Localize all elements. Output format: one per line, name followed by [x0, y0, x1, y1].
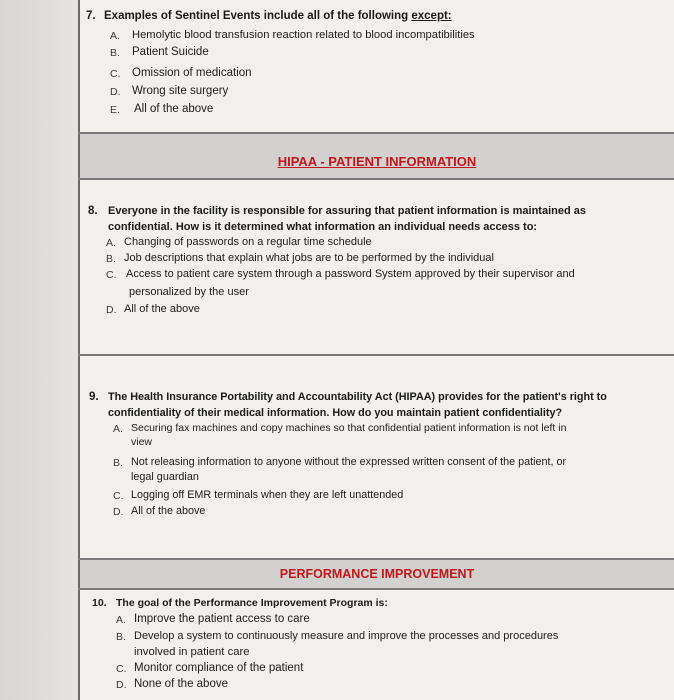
question-text-emphasis: except:	[411, 10, 452, 22]
option-text-continued: legal guardian	[131, 471, 199, 483]
question-text	[104, 10, 452, 24]
section-header-hipaa	[78, 134, 674, 178]
question-number: 9.	[89, 391, 99, 403]
question-text-main: Examples of Sentinel Events include all of the following	[104, 10, 412, 22]
option-letter: D.	[106, 304, 117, 316]
option-letter: A.	[116, 614, 126, 626]
question-text-line-1: The goal of the Performance Improvement Program is:	[116, 597, 388, 609]
option-text: Develop a system to continuously measure and improve the processes and procedures	[134, 630, 559, 642]
option-letter: C.	[113, 490, 124, 502]
section-header-performance	[78, 560, 674, 588]
option-text-continued: view	[131, 436, 153, 448]
option-letter: A.	[106, 237, 116, 249]
section-title: HIPAA - PATIENT INFORMATION	[277, 154, 477, 169]
question-text-line-2: confidentiality of their medical information. How do you maintain patient confidentiality?	[108, 407, 563, 419]
option-letter: B.	[113, 457, 123, 469]
option-letter: D.	[110, 86, 121, 98]
option-text: Job descriptions that explain what jobs are to be performed by the individual	[124, 252, 494, 264]
option-letter: C.	[110, 68, 121, 80]
option-text: Securing fax machines and copy machines so that confidential patient information is not left in	[131, 422, 567, 434]
option-text: All of the above	[124, 303, 200, 315]
option-letter: C.	[116, 663, 127, 675]
option-letter: B.	[110, 47, 120, 59]
option-text-continued: involved in patient care	[134, 646, 250, 658]
page-shadow	[0, 0, 78, 700]
question-number: 10.	[92, 597, 107, 609]
option-text: All of the above	[131, 505, 206, 517]
option-letter: E.	[110, 104, 120, 116]
option-letter: B.	[106, 253, 116, 265]
option-letter: D.	[116, 679, 127, 691]
option-text-continued: personalized by the user	[129, 286, 249, 298]
option-letter: A.	[110, 30, 120, 42]
option-letter: A.	[113, 423, 123, 435]
option-text: Patient Suicide	[132, 46, 209, 58]
option-text: Omission of medication	[132, 67, 252, 79]
section-title: PERFORMANCE IMPROVEMENT	[279, 567, 475, 581]
option-text: None of the above	[134, 678, 228, 690]
option-text: All of the above	[134, 103, 214, 115]
option-text: Monitor compliance of the patient	[134, 662, 304, 674]
question-number: 8.	[88, 205, 98, 217]
option-text: Wrong site surgery	[132, 85, 229, 97]
option-text: Access to patient care system through a password System approved by their supervisor and	[126, 268, 575, 280]
question-number: 7.	[86, 10, 96, 22]
question-text-line-1: Everyone in the facility is responsible for assuring that patient information is maintained as	[108, 205, 586, 217]
question-text-line-2: confidential. How is it determined what information an individual needs access to:	[108, 221, 538, 233]
option-text: Logging off EMR terminals when they are left unattended	[131, 489, 404, 501]
option-text: Changing of passwords on a regular time schedule	[124, 236, 372, 248]
option-text: Not releasing information to anyone without the expressed written consent of the patient, or	[131, 456, 567, 468]
option-letter: D.	[113, 506, 124, 518]
question-text-line-1: The Health Insurance Portability and Accountability Act (HIPAA) provides for the patient's right to	[108, 391, 607, 403]
option-text: Improve the patient access to care	[134, 613, 310, 625]
option-letter: C.	[106, 269, 117, 281]
option-text: Hemolytic blood transfusion reaction related to blood incompatibilities	[132, 29, 475, 41]
option-letter: B.	[116, 631, 126, 643]
